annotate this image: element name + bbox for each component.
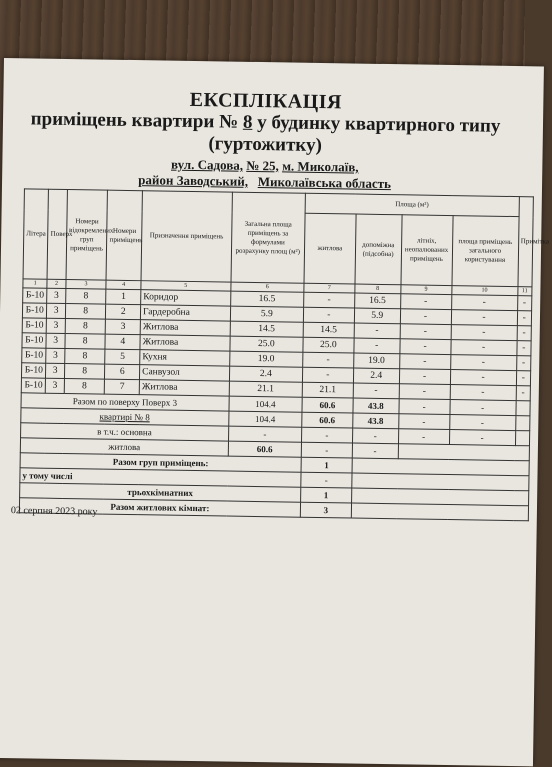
cell-aux: -	[353, 383, 399, 399]
cell-total: 16.5	[230, 291, 304, 307]
col-header-summer: літніх, неопалюваних приміщень	[401, 215, 453, 286]
cell-living: -	[303, 352, 354, 368]
col-header-litera: Літера	[23, 189, 49, 279]
cell-total: 19.0	[229, 351, 303, 367]
cell-name: Кухня	[140, 350, 230, 366]
cell-common: -	[450, 340, 516, 356]
col-header-area-group: Площа (м²)	[305, 193, 519, 216]
cell-lit: Б-10	[21, 378, 46, 393]
cell-name: Житлова	[140, 335, 230, 351]
cell-lit: Б-10	[21, 363, 46, 378]
cell-grp: 8	[65, 318, 106, 334]
cell-floor: 3	[47, 303, 66, 318]
col-header-auxiliary: допоміжна (підсобна)	[355, 214, 402, 285]
cell-name: Житлова	[139, 380, 229, 396]
col-header-note: Примітка	[518, 197, 534, 287]
cell-living: -	[302, 367, 353, 383]
cell-lit: Б-10	[22, 318, 47, 333]
cell-no: 5	[105, 349, 140, 365]
cell-lit: Б-10	[22, 303, 47, 318]
cell-no: 2	[106, 304, 141, 320]
cell-summer: -	[400, 324, 451, 340]
living-rooms-total-row: Разом житлових кімнат: 3	[19, 498, 528, 521]
cell-common: -	[451, 310, 517, 326]
cell-living: -	[304, 292, 355, 308]
col-header-room-no: Номери приміщень	[106, 190, 142, 281]
cell-note: -	[517, 311, 532, 326]
groups-total-row: Разом груп приміщень: 1	[20, 453, 529, 476]
cell-total: 25.0	[230, 336, 304, 352]
cell-floor: 3	[47, 318, 66, 333]
cell-total: 14.5	[230, 321, 304, 337]
cell-common: -	[450, 370, 516, 386]
cell-aux: 2.4	[353, 368, 399, 384]
three-room-row: трьохкімнатних 1	[20, 483, 529, 506]
cell-aux: -	[354, 338, 400, 354]
col-header-group-no: Номери відокремлених груп приміщень	[66, 190, 108, 281]
cell-grp: 8	[64, 348, 105, 364]
cell-no: 1	[106, 289, 141, 305]
cell-note: -	[517, 326, 532, 341]
cell-summer: -	[399, 369, 450, 385]
cell-name: Житлова	[140, 320, 230, 336]
cell-grp: 8	[64, 378, 105, 394]
cell-floor: 3	[46, 363, 65, 378]
apartment-total-row: квартирі № 8 104.4 60.6 43.8 - -	[21, 408, 530, 431]
col-header-floor: Поверх	[47, 189, 67, 279]
cell-grp: 8	[65, 333, 106, 349]
cell-note: -	[517, 296, 532, 311]
cell-living: 14.5	[303, 322, 354, 338]
cell-summer: -	[399, 354, 450, 370]
document-sheet	[0, 58, 550, 766]
cell-living: 25.0	[303, 337, 354, 353]
apartment-number: 8	[242, 111, 253, 133]
cell-aux: 5.9	[354, 308, 400, 324]
cell-note: -	[516, 386, 531, 401]
living-total-row: житлова 60.6 - -	[20, 438, 529, 461]
cell-note: -	[517, 341, 532, 356]
cell-name: Санвузол	[140, 365, 230, 381]
explication-table	[19, 188, 550, 521]
cell-grp: 8	[65, 303, 106, 319]
document-subtitle: приміщень квартири № 8 у будинку квартирного типу	[30, 108, 501, 137]
cell-lit: Б-10	[23, 288, 48, 303]
document-date: 02 серпня 2023 року	[10, 505, 98, 518]
col-header-purpose: Призначення приміщень	[141, 191, 232, 282]
cell-grp: 8	[64, 363, 105, 379]
cell-summer: -	[400, 339, 451, 355]
district-line: район Заводський, Миколаївська область	[138, 172, 392, 192]
col-header-common: площа приміщень загального користування	[451, 216, 518, 287]
cell-floor: 3	[46, 348, 65, 363]
cell-lit: Б-10	[22, 333, 47, 348]
document-subtitle-2: (гуртожитку)	[208, 133, 323, 157]
cell-no: 6	[105, 364, 140, 380]
col-header-total-area: Загальна площа приміщень за формулами розрахунку площ (м²)	[231, 192, 306, 283]
cell-living: 21.1	[302, 382, 353, 398]
cell-floor: 3	[46, 378, 65, 393]
cell-name: Коридор	[141, 290, 231, 306]
cell-living: -	[303, 307, 354, 323]
address-line: вул. Садова, № 25, м. Миколаїв,	[170, 156, 359, 175]
cell-lit: Б-10	[22, 348, 47, 363]
cell-total: 5.9	[230, 306, 304, 322]
floor-total-row: Разом по поверху Поверх 3 104.4 60.6 43.8 - -	[21, 393, 530, 416]
cell-no: 3	[106, 319, 141, 335]
cell-no: 4	[105, 334, 140, 350]
cell-aux: 19.0	[353, 353, 399, 369]
column-numbers-row: 1 2 3 4 5 6 7 8 9 10 11	[23, 279, 532, 296]
cell-aux: 16.5	[354, 293, 400, 309]
cell-common: -	[451, 325, 517, 341]
cell-summer: -	[399, 384, 450, 400]
cell-floor: 3	[46, 333, 65, 348]
cell-common: -	[450, 385, 516, 401]
cell-total: 2.4	[229, 366, 303, 382]
including-main-row: в т.ч.: основна - - - - -	[21, 423, 530, 446]
cell-name: Гардеробна	[140, 305, 230, 321]
cell-aux: -	[354, 323, 400, 339]
cell-floor: 3	[47, 288, 66, 303]
cell-grp: 8	[65, 288, 106, 304]
col-header-living: житлова	[304, 213, 356, 284]
cell-no: 7	[105, 379, 140, 395]
cell-note: -	[516, 356, 531, 371]
cell-note: -	[516, 371, 531, 386]
cell-summer: -	[400, 294, 451, 310]
cell-summer: -	[400, 309, 451, 325]
including-row: у тому числі -	[20, 468, 529, 491]
document-title: ЕКСПЛІКАЦІЯ	[189, 88, 343, 114]
cell-common: -	[450, 355, 516, 371]
cell-total: 21.1	[229, 381, 303, 397]
cell-common: -	[451, 295, 517, 311]
